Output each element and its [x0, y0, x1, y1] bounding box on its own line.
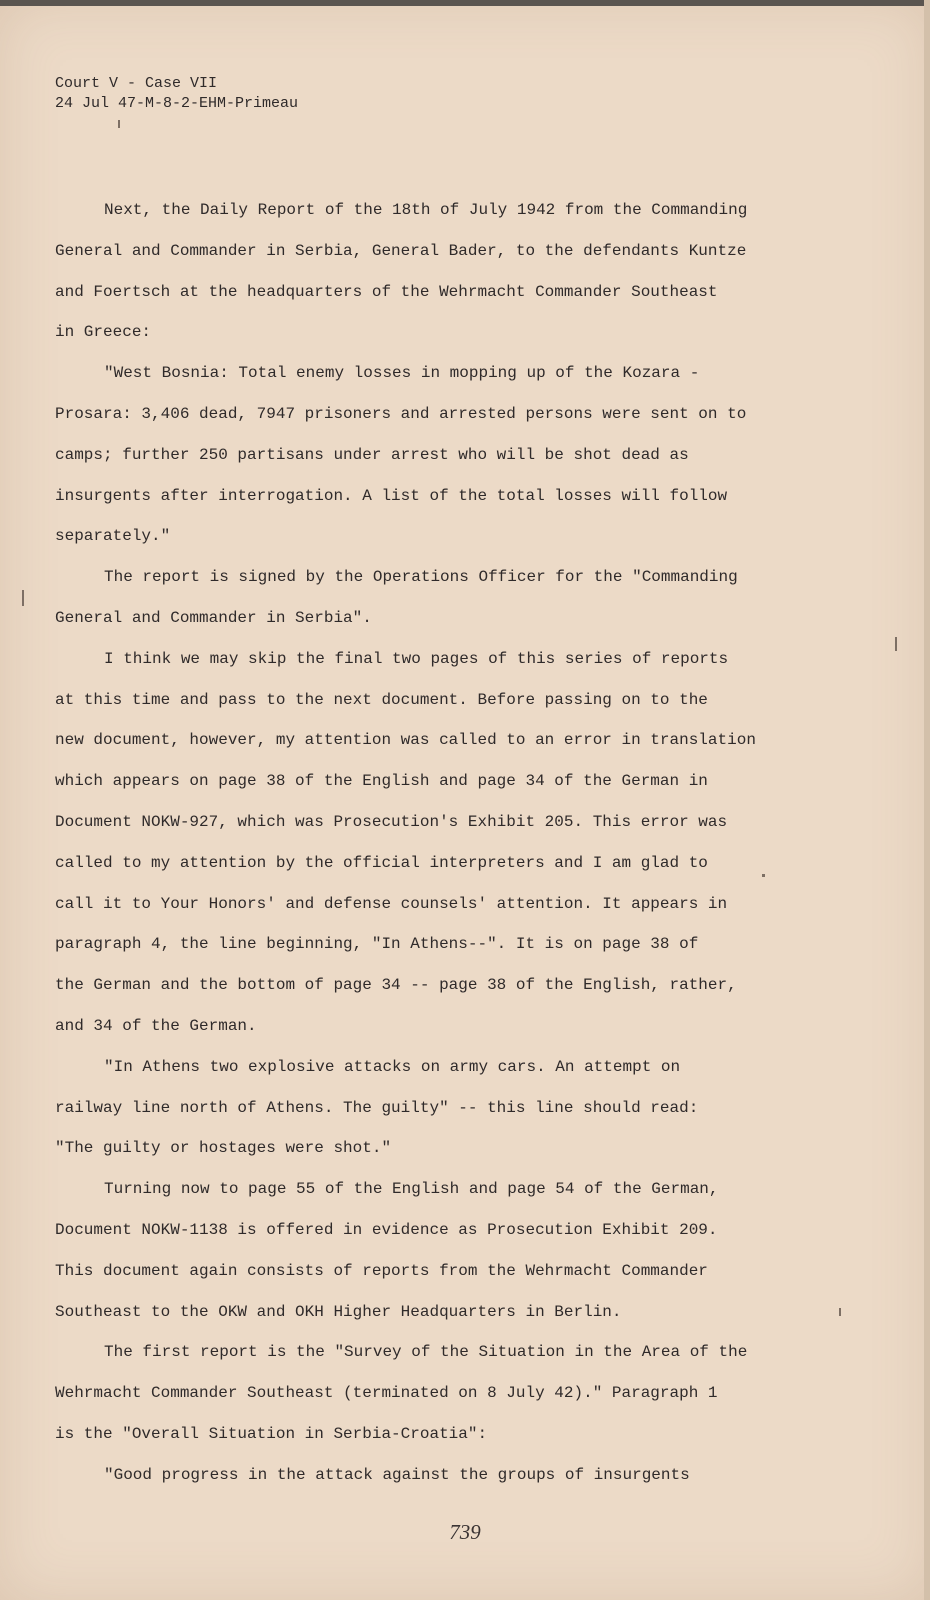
text-line: The report is signed by the Operations Officer for the "Commanding: [104, 568, 738, 587]
text-line: railway line north of Athens. The guilty" -- this line should read:: [55, 1098, 699, 1117]
paper-speck: [839, 1308, 841, 1316]
scan-top-edge: [0, 0, 930, 6]
paper-speck: [762, 874, 765, 877]
text-line: Wehrmacht Commander Southeast (terminated on 8 July 42)." Paragraph 1: [55, 1384, 718, 1403]
text-line: at this time and pass to the next document. Before passing on to the: [55, 690, 708, 709]
text-line: "Good progress in the attack against the groups of insurgents: [104, 1465, 690, 1484]
text-line: call it to Your Honors' and defense counsels' attention. It appears in: [55, 894, 728, 913]
text-line: is the "Overall Situation in Serbia-Croatia":: [55, 1424, 488, 1443]
text-line: and 34 of the German.: [55, 1016, 257, 1035]
page-number: 739: [449, 1520, 481, 1544]
text-line: in Greece:: [55, 323, 152, 342]
text-line: "West Bosnia: Total enemy losses in mopping up of the Kozara -: [104, 364, 700, 383]
text-line: Document NOKW-1138 is offered in evidence as Prosecution Exhibit 209.: [55, 1220, 718, 1239]
text-line: Turning now to page 55 of the English and page 54 of the German,: [104, 1180, 719, 1199]
paper-speck: [118, 120, 120, 128]
text-line: which appears on page 38 of the English and page 34 of the German in: [55, 772, 708, 791]
text-line: I think we may skip the final two pages of this series of reports: [104, 649, 729, 668]
text-line: the German and the bottom of page 34 -- page 38 of the English, rather,: [55, 976, 737, 995]
text-line: General and Commander in Serbia".: [55, 608, 372, 627]
header-date-reference: 24 Jul 47-M-8-2-EHM-Primeau: [55, 95, 299, 112]
text-line: paragraph 4, the line beginning, "In Athens--". It is on page 38 of: [55, 935, 699, 954]
text-line: "The guilty or hostages were shot.": [55, 1139, 392, 1158]
text-line: "In Athens two explosive attacks on army cars. An attempt on: [104, 1057, 681, 1076]
text-line: called to my attention by the official interpreters and I am glad to: [55, 853, 708, 872]
document-header: [55, 74, 298, 114]
text-line: separately.": [55, 527, 171, 546]
scan-right-edge: [924, 0, 930, 1600]
text-line: Next, the Daily Report of the 18th of July 1942 from the Commanding: [104, 201, 748, 219]
text-line: This document again consists of reports from the Wehrmacht Commander: [55, 1261, 708, 1280]
paper-speck: [22, 590, 24, 606]
text-line: and Foertsch at the headquarters of the Wehrmacht Commander Southeast: [55, 282, 718, 301]
text-line: Prosara: 3,406 dead, 7947 prisoners and arrested persons were sent on to: [55, 404, 747, 423]
text-line: The first report is the "Survey of the Situation in the Area of the: [104, 1343, 748, 1362]
text-line: Document NOKW-927, which was Prosecution's Exhibit 205. This error was: [55, 812, 728, 831]
text-line: camps; further 250 partisans under arrest who will be shot dead as: [55, 445, 689, 464]
text-line: Southeast to the OKW and OKH Higher Headquarters in Berlin.: [55, 1302, 622, 1321]
text-line: insurgents after interrogation. A list of the total losses will follow: [55, 486, 728, 505]
paper-speck: [895, 637, 897, 651]
text-line: new document, however, my attention was called to an error in translation: [55, 731, 756, 750]
header-court-case: Court V - Case VII: [55, 75, 218, 92]
text-line: General and Commander in Serbia, General Bader, to the defendants Kuntze: [55, 241, 747, 260]
transcript-body: [55, 190, 795, 1496]
